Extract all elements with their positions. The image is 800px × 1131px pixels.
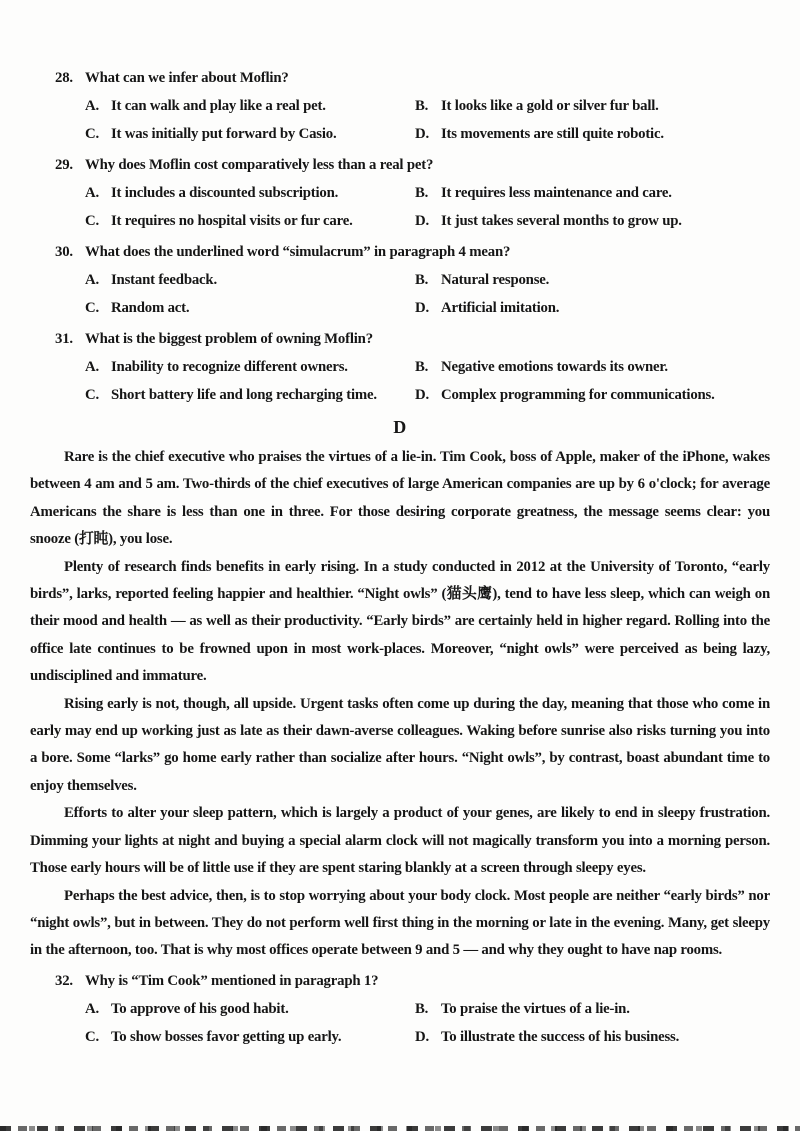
option-c bbox=[85, 120, 415, 148]
option-text: Artificial imitation. bbox=[441, 300, 560, 316]
passage-paragraph-1: Rare is the chief executive who praises the virtues of a lie-in. Tim Cook, boss of Apple, maker of the iPhone, wakes between 4 am and 5 am. Two-thirds of the chief executives of large American companies are up by 6 o'clock; for average Americans the share is less than one in three. For those desiring corporate greatness, the message seems clear: you snooze (打盹), you lose. bbox=[30, 449, 770, 548]
option-a bbox=[85, 179, 415, 207]
passage-paragraph-5: Perhaps the best advice, then, is to stop worrying about your body clock. Most people are neither “early birds” nor “night owls”, but in between. They do not perform well first thing in the morning or late in the evening. Many, get sleepy in the afternoon, too. That is why most offices operate between 9 and 5 — and why they ought to have nap rooms. bbox=[30, 887, 770, 959]
option-text: Instant feedback. bbox=[111, 272, 217, 288]
option-label: B. bbox=[415, 1000, 429, 1017]
option-a bbox=[85, 353, 415, 381]
option-text: Negative emotions towards its owner. bbox=[441, 359, 668, 375]
options-grid bbox=[85, 995, 770, 1051]
option-label: C. bbox=[85, 213, 99, 229]
option-label: A. bbox=[85, 272, 99, 288]
option-b bbox=[415, 995, 770, 1023]
option-d bbox=[415, 294, 770, 322]
passage-paragraph-3: Rising early is not, though, all upside. Urgent tasks often come up during the day, meaning that those who come in early may end up working just as late as their dawn-averse colleagues. Waking before sunrise also risks turning you into a bore. Some “larks” go home early rather than socialize after hours. “Night owls”, by contrast, boast abundant time to enjoy themselves. bbox=[30, 695, 770, 794]
option-a bbox=[85, 92, 415, 120]
option-text: To show bosses favor getting up early. bbox=[111, 1028, 342, 1045]
option-label: B. bbox=[415, 359, 429, 375]
question-text: What can we infer about Moflin? bbox=[85, 70, 289, 86]
option-b bbox=[415, 179, 770, 207]
option-d bbox=[415, 120, 770, 148]
option-text: Short battery life and long recharging time. bbox=[111, 387, 377, 403]
option-c bbox=[85, 381, 415, 409]
options-grid bbox=[85, 353, 770, 409]
option-label: A. bbox=[85, 359, 99, 375]
question-32 bbox=[30, 967, 770, 1051]
option-label: B. bbox=[415, 185, 429, 201]
option-b bbox=[415, 266, 770, 294]
option-text: Complex programming for communications. bbox=[441, 387, 715, 403]
option-c bbox=[85, 294, 415, 322]
option-label: C. bbox=[85, 126, 99, 142]
option-label: D. bbox=[415, 126, 429, 142]
question-30 bbox=[30, 238, 770, 322]
option-label: A. bbox=[85, 1000, 99, 1017]
option-text: It requires no hospital visits or fur care. bbox=[111, 213, 353, 229]
option-b bbox=[415, 92, 770, 120]
option-label: A. bbox=[85, 98, 99, 114]
question-number: 31. bbox=[55, 331, 73, 347]
option-label: D. bbox=[415, 300, 429, 316]
option-label: C. bbox=[85, 1028, 99, 1045]
scan-artifact-bottom-edge bbox=[0, 1126, 800, 1131]
option-d bbox=[415, 381, 770, 409]
question-number: 32. bbox=[55, 972, 73, 989]
option-label: A. bbox=[85, 185, 99, 201]
option-label: B. bbox=[415, 272, 429, 288]
question-31 bbox=[30, 325, 770, 409]
question-text: What does the underlined word “simulacrum” in paragraph 4 mean? bbox=[85, 244, 511, 260]
option-text: It includes a discounted subscription. bbox=[111, 185, 339, 201]
question-text: Why is “Tim Cook” mentioned in paragraph 1? bbox=[85, 972, 379, 989]
option-label: D. bbox=[415, 1028, 429, 1045]
option-text: To praise the virtues of a lie-in. bbox=[441, 1000, 630, 1017]
question-number: 28. bbox=[55, 70, 73, 86]
options-grid bbox=[85, 266, 770, 322]
passage-paragraph-2: Plenty of research finds benefits in early rising. In a study conducted in 2012 at the University of Toronto, “early birds”, larks, reported feeling happier and healthier. “Night owls” (猫头鹰), tend to have less sleep, which can weigh on their mood and health — as well as their productivity. “Early birds” are certainly held in higher regard. Rolling into the office late continues to be frowned upon in most work-places. Moreover, “night owls” were perceived as being lazy, undisciplined and immature. bbox=[30, 558, 770, 685]
question-text: Why does Moflin cost comparatively less than a real pet? bbox=[85, 157, 434, 173]
reading-passage bbox=[30, 444, 770, 965]
option-label: C. bbox=[85, 300, 99, 316]
option-text: It was initially put forward by Casio. bbox=[111, 126, 337, 142]
option-a bbox=[85, 266, 415, 294]
option-text: It can walk and play like a real pet. bbox=[111, 98, 326, 114]
option-label: C. bbox=[85, 387, 99, 403]
option-text: Natural response. bbox=[441, 272, 550, 288]
option-label: D. bbox=[415, 387, 429, 403]
option-label: D. bbox=[415, 213, 429, 229]
option-d bbox=[415, 207, 770, 235]
option-text: It requires less maintenance and care. bbox=[441, 185, 672, 201]
option-text: It just takes several months to grow up. bbox=[441, 213, 682, 229]
options-grid bbox=[85, 92, 770, 148]
option-text: To approve of his good habit. bbox=[111, 1000, 289, 1017]
option-text: To illustrate the success of his business. bbox=[441, 1028, 680, 1045]
option-text: It looks like a gold or silver fur ball. bbox=[441, 98, 659, 114]
passage-paragraph-4: Efforts to alter your sleep pattern, which is largely a product of your genes, are likely to end in sleepy frustration. Dimming your lights at night and buying a special alarm clock will not magically transform you into a morning person. Those early hours will be of little use if they are spent staring blankly at a screen through sleepy eyes. bbox=[30, 805, 770, 877]
option-c bbox=[85, 207, 415, 235]
option-b bbox=[415, 353, 770, 381]
option-label: B. bbox=[415, 98, 429, 114]
question-29 bbox=[30, 151, 770, 235]
question-number: 30. bbox=[55, 244, 73, 260]
option-text: Its movements are still quite robotic. bbox=[441, 126, 664, 142]
option-text: Random act. bbox=[111, 300, 190, 316]
option-d bbox=[415, 1023, 770, 1051]
options-grid bbox=[85, 179, 770, 235]
option-c bbox=[85, 1023, 415, 1051]
option-a bbox=[85, 995, 415, 1023]
question-number: 29. bbox=[55, 157, 73, 173]
passage-section-label: D bbox=[393, 417, 407, 437]
option-text: Inability to recognize different owners. bbox=[111, 359, 348, 375]
question-28 bbox=[30, 64, 770, 148]
question-text: What is the biggest problem of owning Moflin? bbox=[85, 331, 373, 347]
